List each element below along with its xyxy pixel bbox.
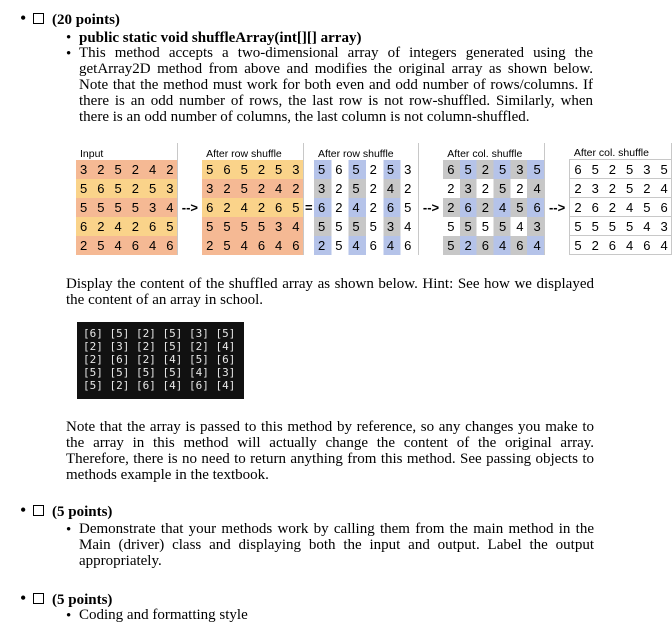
style-description: Coding and formatting style	[79, 607, 248, 623]
matrix-cell: 2 3 2 5 2 4	[570, 179, 672, 198]
matrix-cell: 2 3 2 5 2 4	[443, 179, 544, 198]
method-description: This method accepts a two-dimensional array of integers generated using the getArray2D method from above and modifies the original array as shown below. Note that the method must work for both even and odd number of rows/columns. If there is an odd number of rows, the last row is not row-shuffled. Similarly, when there is an odd number of columns, the last column is not column-shuffled.	[79, 45, 593, 125]
sub-bullet-dot: •	[66, 608, 72, 624]
matrix-cell: 2 5 4 6 4 6	[202, 236, 303, 255]
display-instruction: Display the content of the shuffled array as shown below. Hint: See how we displayed the content of an array in school.	[66, 276, 594, 308]
matrix-header: After col. shuffle	[443, 143, 544, 160]
demo-description: Demonstrate that your methods work by calling them from the main method in the Main (driver) class and displaying both the input and output. Label the output appropriately.	[79, 521, 594, 569]
matrix-cell: 5 2 6 4 6 4	[570, 236, 672, 255]
matrix-cell: 3 2 5 2 4 2	[202, 179, 303, 198]
console-line: [6] [5] [2] [5] [3] [5]	[83, 327, 236, 340]
shuffle-illustration	[76, 143, 672, 255]
reference-note: Note that the array is passed to this method by reference, so any changes you make to the array in this method will actually change the content of the original array. Therefore, there is no need to return anything from this method. See passing objects to methods example in the textbook.	[66, 419, 594, 483]
matrix-cell: 6 2 4 2 6 5	[314, 198, 418, 217]
task-checkbox[interactable]	[33, 13, 44, 24]
console-line: [2] [3] [2] [5] [2] [4]	[83, 340, 236, 353]
section-points: (5 points)	[52, 592, 113, 608]
matrix-cell: 6 2 4 2 6 5	[76, 217, 177, 236]
matrix-cell: 5 5 5 5 4 3	[570, 217, 672, 236]
console-line: [5] [5] [5] [5] [4] [3]	[83, 366, 236, 379]
matrix-cell: 2 6 2 4 5 6	[443, 198, 544, 217]
arrow-connector: -->	[181, 199, 198, 215]
equals-connector: =	[305, 199, 313, 215]
section-points: (20 points)	[52, 12, 120, 28]
matrix-cell: 5 5 5 5 4 3	[443, 217, 544, 236]
matrix-cell: 3 2 5 2 4 2	[314, 179, 418, 198]
console-output	[77, 322, 244, 399]
matrix-header: After row shuffle	[202, 143, 303, 160]
sub-bullet-dot: •	[66, 30, 72, 46]
matrix-cell: 5 5 5 5 3 4	[314, 217, 418, 236]
matrix-cell: 2 5 4 6 4 6	[314, 236, 418, 255]
matrix-cell: 2 6 2 4 5 6	[570, 198, 672, 217]
bullet-dot: •	[20, 588, 27, 608]
bullet-dot: •	[20, 8, 27, 28]
task-checkbox[interactable]	[33, 505, 44, 516]
matrix-cell: 5 6 5 2 5 3	[76, 179, 177, 198]
matrix-header: After col. shuffle	[570, 143, 672, 160]
matrix-cell: 5 5 5 5 3 4	[76, 198, 177, 217]
method-signature: public static void shuffleArray(int[][] array)	[79, 30, 362, 46]
matrix-cell: 3 2 5 2 4 2	[76, 160, 177, 179]
matrix-cell: 5 5 5 5 3 4	[202, 217, 303, 236]
console-line: [2] [6] [2] [4] [5] [6]	[83, 353, 236, 366]
arrow-connector: -->	[548, 199, 566, 215]
bullet-dot: •	[20, 500, 27, 520]
matrix-header: Input	[76, 143, 177, 160]
matrix-cell: 5 2 6 4 6 4	[443, 236, 544, 255]
matrix-cell: 2 5 4 6 4 6	[76, 236, 177, 255]
matrix-cell: 6 2 4 2 6 5	[202, 198, 303, 217]
section-points: (5 points)	[52, 504, 113, 520]
console-line: [5] [2] [6] [4] [6] [4]	[83, 379, 236, 392]
task-checkbox[interactable]	[33, 593, 44, 604]
matrix-cell: 5 6 5 2 5 3	[202, 160, 303, 179]
sub-bullet-dot: •	[66, 522, 72, 538]
sub-bullet-dot: •	[66, 46, 72, 62]
matrix-cell: 6 5 2 5 3 5	[443, 160, 544, 179]
matrix-header: After row shuffle	[314, 143, 418, 160]
arrow-connector: -->	[422, 199, 440, 215]
matrix-cell: 5 6 5 2 5 3	[314, 160, 418, 179]
matrix-cell: 6 5 2 5 3 5	[570, 160, 672, 179]
